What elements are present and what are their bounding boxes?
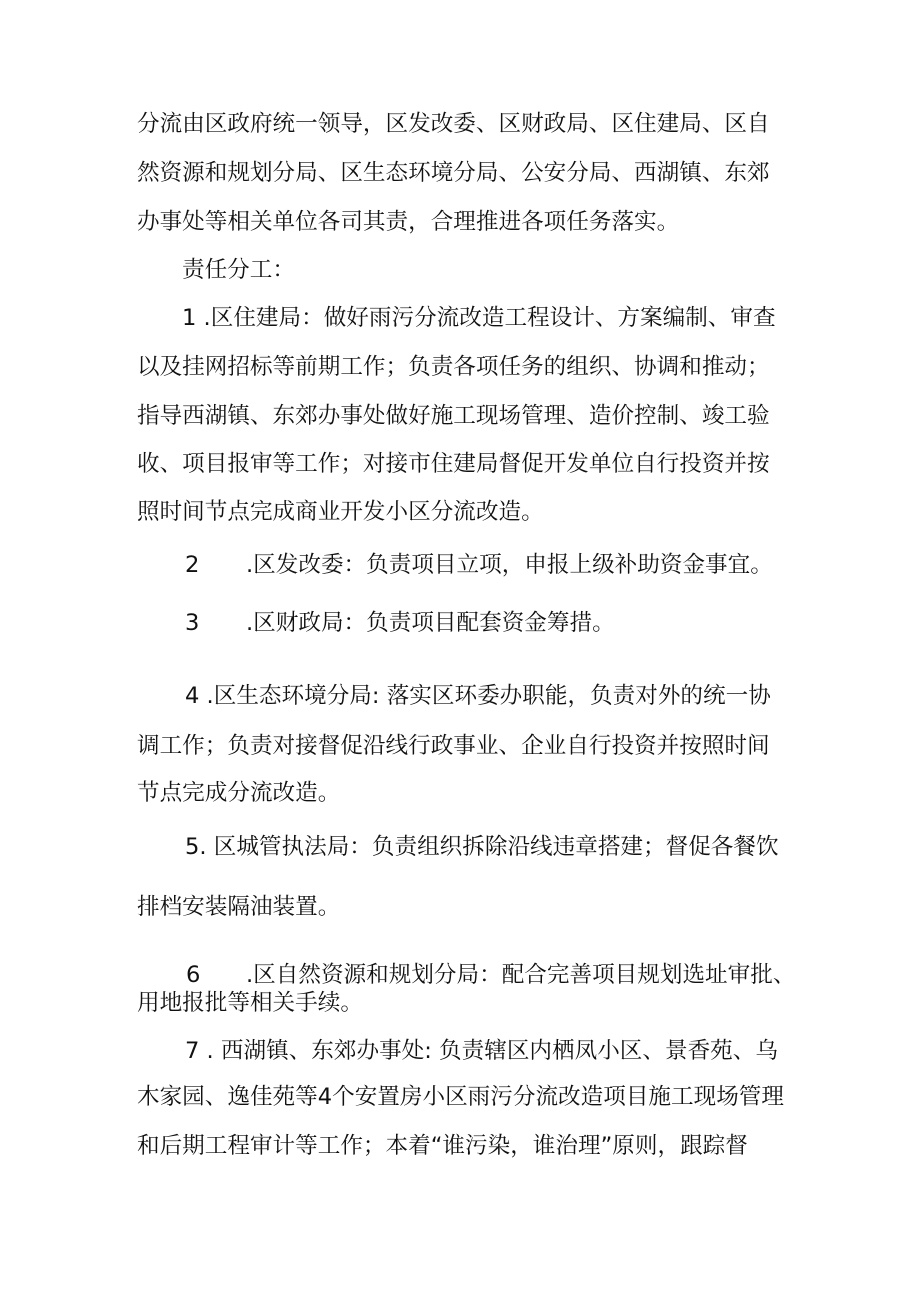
- item4-line-1: 4 .区生态环境分局: 落实区环委办职能，负责对外的统一协: [185, 683, 771, 709]
- item7-line-3: 和后期工程审计等工作；本着“谁污染，谁治理”原则，跟踪督: [137, 1133, 748, 1159]
- section-heading: 责任分工：: [182, 257, 295, 283]
- item1-line-5: 照时间节点完成商业开发小区分流改造。: [137, 499, 544, 525]
- item5-line-2: 排档安装隔油装置。: [137, 894, 341, 920]
- item6-line-2: 用地报批等相关手续。: [137, 990, 363, 1016]
- item1-line-3: 指导西湖镇、东郊办事处做好施工现场管理、造价控制、竣工验: [137, 403, 770, 429]
- item1-line-1: 1 .区住建局：做好雨污分流改造工程设计、方案编制、审查: [182, 305, 776, 331]
- item3-number: 3: [185, 610, 200, 636]
- item4-line-2: 调工作；负责对接督促沿线行政事业、企业自行投资并按照时间: [137, 733, 770, 759]
- item5-line-1: 5. 区城管执法局：负责组织拆除沿线违章搭建；督促各餐饮: [185, 834, 779, 860]
- item4-line-3: 节点完成分流改造。: [137, 780, 341, 806]
- item7-line-2: 木家园、逸佳苑等4个安置房小区雨污分流改造项目施工现场管理: [137, 1084, 784, 1110]
- item2-text: .区发改委：负责项目立项，申报上级补助资金事宜。: [246, 552, 773, 578]
- item1-line-2: 以及挂网招标等前期工作；负责各项任务的组织、协调和推动；: [137, 354, 770, 380]
- intro-line-2: 然资源和规划分局、区生态环境分局、公安分局、西湖镇、东郊: [137, 160, 770, 186]
- intro-line-3: 办事处等相关单位各司其责，合理推进各项任务落实。: [137, 209, 680, 235]
- item1-line-4: 收、项目报审等工作；对接市住建局督促开发单位自行投资并按: [137, 451, 770, 477]
- item7-line-1: 7 . 西湖镇、东郊办事处: 负责辖区内栖凤小区、景香苑、乌: [185, 1038, 778, 1064]
- item3-text: .区财政局：负责项目配套资金筹措。: [246, 610, 615, 636]
- intro-line-1: 分流由区政府统一领导，区发改委、区财政局、区住建局、区自: [137, 111, 770, 137]
- item2-number: 2: [185, 552, 200, 578]
- item6-line-1: .区自然资源和规划分局：配合完善项目规划选址审批、: [246, 962, 796, 988]
- item6-number: 6: [186, 962, 201, 988]
